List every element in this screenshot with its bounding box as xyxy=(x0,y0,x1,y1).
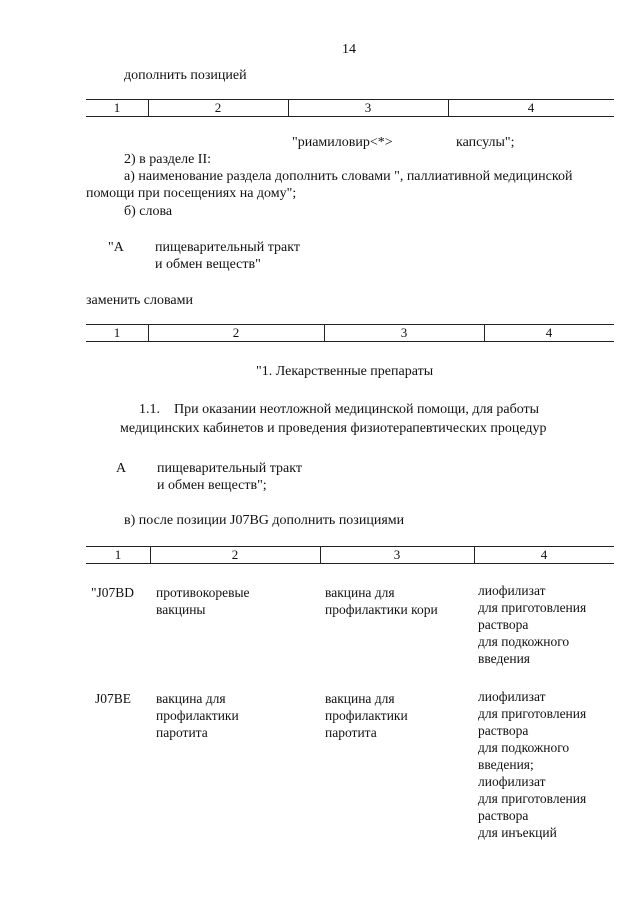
row-form-line: лиофилизат xyxy=(478,689,546,704)
section-2-heading: 2) в разделе II: xyxy=(124,152,212,167)
row-code: "J07BD xyxy=(91,585,135,600)
subsection-line-2: медицинских кабинетов и проведения физиотерапевтических процедур xyxy=(120,421,547,436)
col-header-4: 4 xyxy=(545,325,553,340)
drug-name: "риамиловир<*> xyxy=(292,135,393,150)
row-drug-line: профилактики xyxy=(325,708,408,723)
row-name-line: противокоревые xyxy=(156,585,250,600)
row-form-line: введения; xyxy=(478,757,534,772)
col-header-2: 2 xyxy=(231,547,239,562)
row-drug-line: паротита xyxy=(325,725,377,740)
intro-text: дополнить позицией xyxy=(124,68,247,83)
row-name-line: паротита xyxy=(156,725,208,740)
col-header-4: 4 xyxy=(540,547,548,562)
row-name xyxy=(156,690,239,741)
subsection-line-1: 1.1. При оказании неотложной медицинской помощи, для работы xyxy=(139,402,540,417)
row-form-line: для приготовления xyxy=(478,706,587,721)
row-form-line: для инъекций xyxy=(478,825,557,840)
quote-code-1: "А xyxy=(108,240,124,255)
table-header-2 xyxy=(86,324,614,342)
section-2a-line-2: помощи при посещениях на дому"; xyxy=(86,186,297,201)
col-header-3: 3 xyxy=(400,325,408,340)
section-2b: б) слова xyxy=(124,204,173,219)
col-header-4: 4 xyxy=(527,100,535,115)
replace-text: заменить словами xyxy=(86,293,193,308)
col-header-2: 2 xyxy=(232,325,240,340)
row-drug-line: вакцина для xyxy=(325,585,395,600)
col-header-3: 3 xyxy=(364,100,372,115)
row-name-line: вакцина для xyxy=(156,691,226,706)
row-form-line: лиофилизат xyxy=(478,774,546,789)
quote-1-line-1: пищеварительный тракт xyxy=(155,240,300,255)
row-form-line: для подкожного xyxy=(478,634,570,649)
row-form xyxy=(478,582,586,667)
row-name xyxy=(156,584,250,618)
section-2a-line-1: а) наименование раздела дополнить словами ", паллиативной медицинской xyxy=(124,169,573,184)
row-form xyxy=(478,688,586,841)
row-code: J07BE xyxy=(95,691,132,706)
row-form-line: введения xyxy=(478,651,531,666)
row-drug-line: профилактики кори xyxy=(325,602,438,617)
row-drug xyxy=(325,584,438,618)
row-name-line: профилактики xyxy=(156,708,239,723)
row-form-line: лиофилизат xyxy=(478,583,546,598)
row-name-line: вакцины xyxy=(156,602,206,617)
row-form-line: раствора xyxy=(478,617,529,632)
col-header-1: 1 xyxy=(113,100,121,115)
table-header-1 xyxy=(86,99,614,117)
col-header-2: 2 xyxy=(214,100,222,115)
medicines-heading: "1. Лекарственные препараты xyxy=(256,364,434,379)
quote-2-line-2: и обмен веществ"; xyxy=(157,478,267,493)
col-header-1: 1 xyxy=(113,325,121,340)
section-v: в) после позиции J07BG дополнить позициями xyxy=(124,513,405,528)
row-form-line: для подкожного xyxy=(478,740,570,755)
row-drug xyxy=(325,690,408,741)
quote-2-line-1: пищеварительный тракт xyxy=(157,461,302,476)
quote-1-line-2: и обмен веществ" xyxy=(155,257,261,272)
row-form-line: для приготовления xyxy=(478,791,587,806)
quote-code-2: А xyxy=(116,461,127,476)
row-form-line: раствора xyxy=(478,808,529,823)
col-header-1: 1 xyxy=(114,547,122,562)
col-header-3: 3 xyxy=(393,547,401,562)
row-form-line: для приготовления xyxy=(478,600,587,615)
row-form-line: раствора xyxy=(478,723,529,738)
drug-form: капсулы"; xyxy=(456,135,515,150)
page-number: 14 xyxy=(342,42,356,57)
row-drug-line: вакцина для xyxy=(325,691,395,706)
table-header-3 xyxy=(86,546,614,564)
